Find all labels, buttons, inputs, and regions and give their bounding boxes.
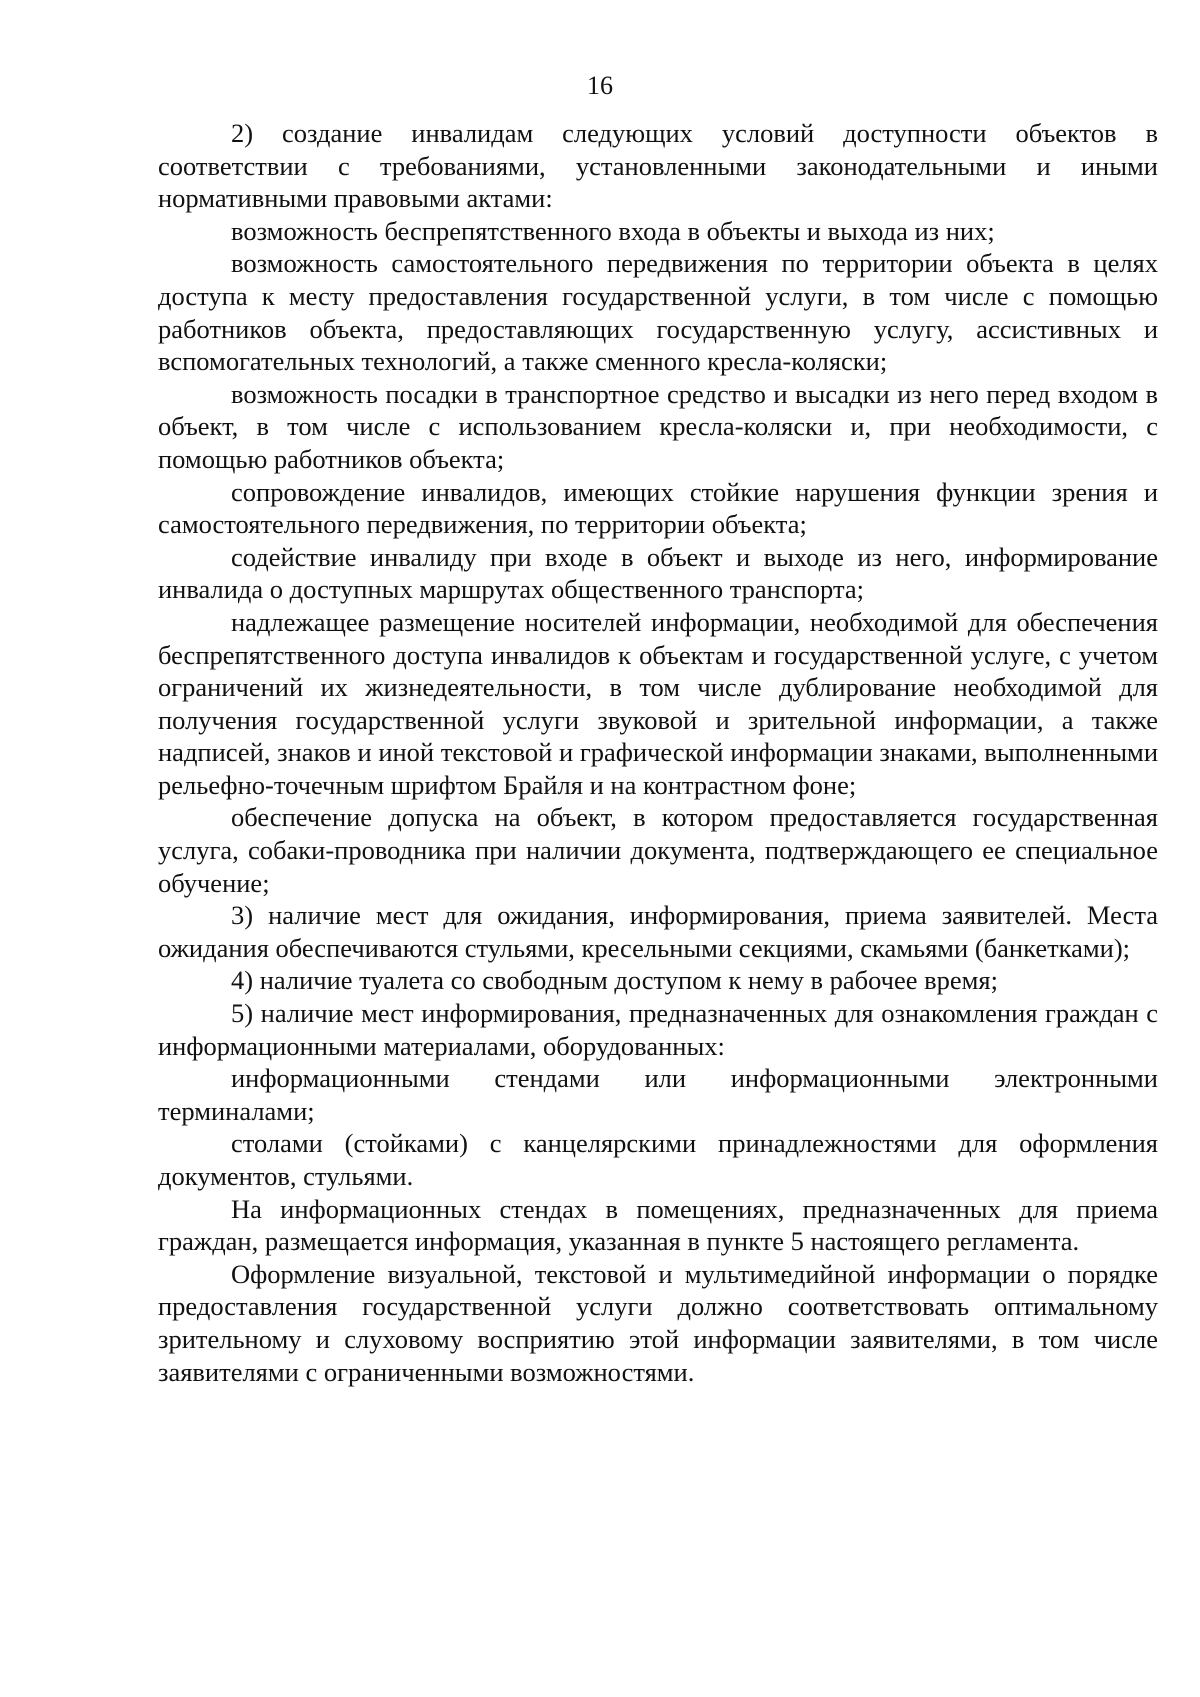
paragraph: возможность самостоятельного передвижения по территории объекта в целях доступа к месту предоставления государственной услуги, в том числе с помощью работников объекта, предоставляющих государственную услугу, ассистивных и вспомогательных технологий, а также сменного кресла-коляски; [158, 248, 1158, 377]
paragraph: обеспечение допуска на объект, в котором предоставляется государственная услуга, собаки-проводника при наличии документа, подтверждающего ее специальное обучение; [158, 802, 1158, 898]
paragraph: содействие инвалиду при входе в объект и выходе из него, информирование инвалида о доступных маршрутах общественного транспорта; [158, 541, 1158, 605]
paragraph: возможность посадки в транспортное средство и высадки из него перед входом в объект, в том числе с использованием кресла-коляски и, при необходимости, с помощью работников объекта; [158, 378, 1158, 474]
paragraph: сопровождение инвалидов, имеющих стойкие нарушения функции зрения и самостоятельного передвижения, по территории объекта; [158, 476, 1158, 540]
paragraph: надлежащее размещение носителей информации, необходимой для обеспечения беспрепятственного доступа инвалидов к объектам и государственной услуге, с учетом ограничений их жизнедеятельности, в том числе дублирование необходимой для получения государственной услуги звуковой и зрительной информации, а также надписей, знаков и иной текстовой и графической информации знаками, выполненными рельефно-точечным шрифтом Брайля и на контрастном фоне; [158, 606, 1158, 800]
paragraph: возможность беспрепятственного входа в объекты и выхода из них; [231, 215, 995, 246]
document-body [158, 117, 1158, 1388]
paragraph: 2) создание инвалидам следующих условий доступности объектов в соответствии с требованиями, установленными законодательными и иными нормативными правовыми актами: [158, 118, 1158, 214]
paragraph: 4) наличие туалета со свободным доступом к нему в рабочее время; [231, 965, 998, 996]
paragraph: 3) наличие мест для ожидания, информирования, приема заявителей. Места ожидания обеспечиваются стульями, кресельными секциями, скамьями (банкетками); [158, 900, 1158, 963]
paragraph: информационными стендами или информационными электронными терминалами; [158, 1063, 1158, 1126]
paragraph: На информационных стендах в помещениях, предназначенных для приема граждан, размещается информация, указанная в пункте 5 настоящего регламента. [158, 1193, 1158, 1257]
paragraph: Оформление визуальной, текстовой и мультимедийной информации о порядке предоставления государственной услуги должно соответствовать оптимальному зрительному и слуховому восприятию этой информации заявителями, в том числе заявителями с ограниченными возможностями. [158, 1258, 1158, 1387]
paragraph: столами (стойками) с канцелярскими принадлежностями для оформления документов, стульями. [158, 1128, 1158, 1191]
paragraph: 5) наличие мест информирования, предназначенных для ознакомления граждан с информационными материалами, оборудованных: [158, 998, 1158, 1061]
page-number: 16 [587, 71, 613, 100]
